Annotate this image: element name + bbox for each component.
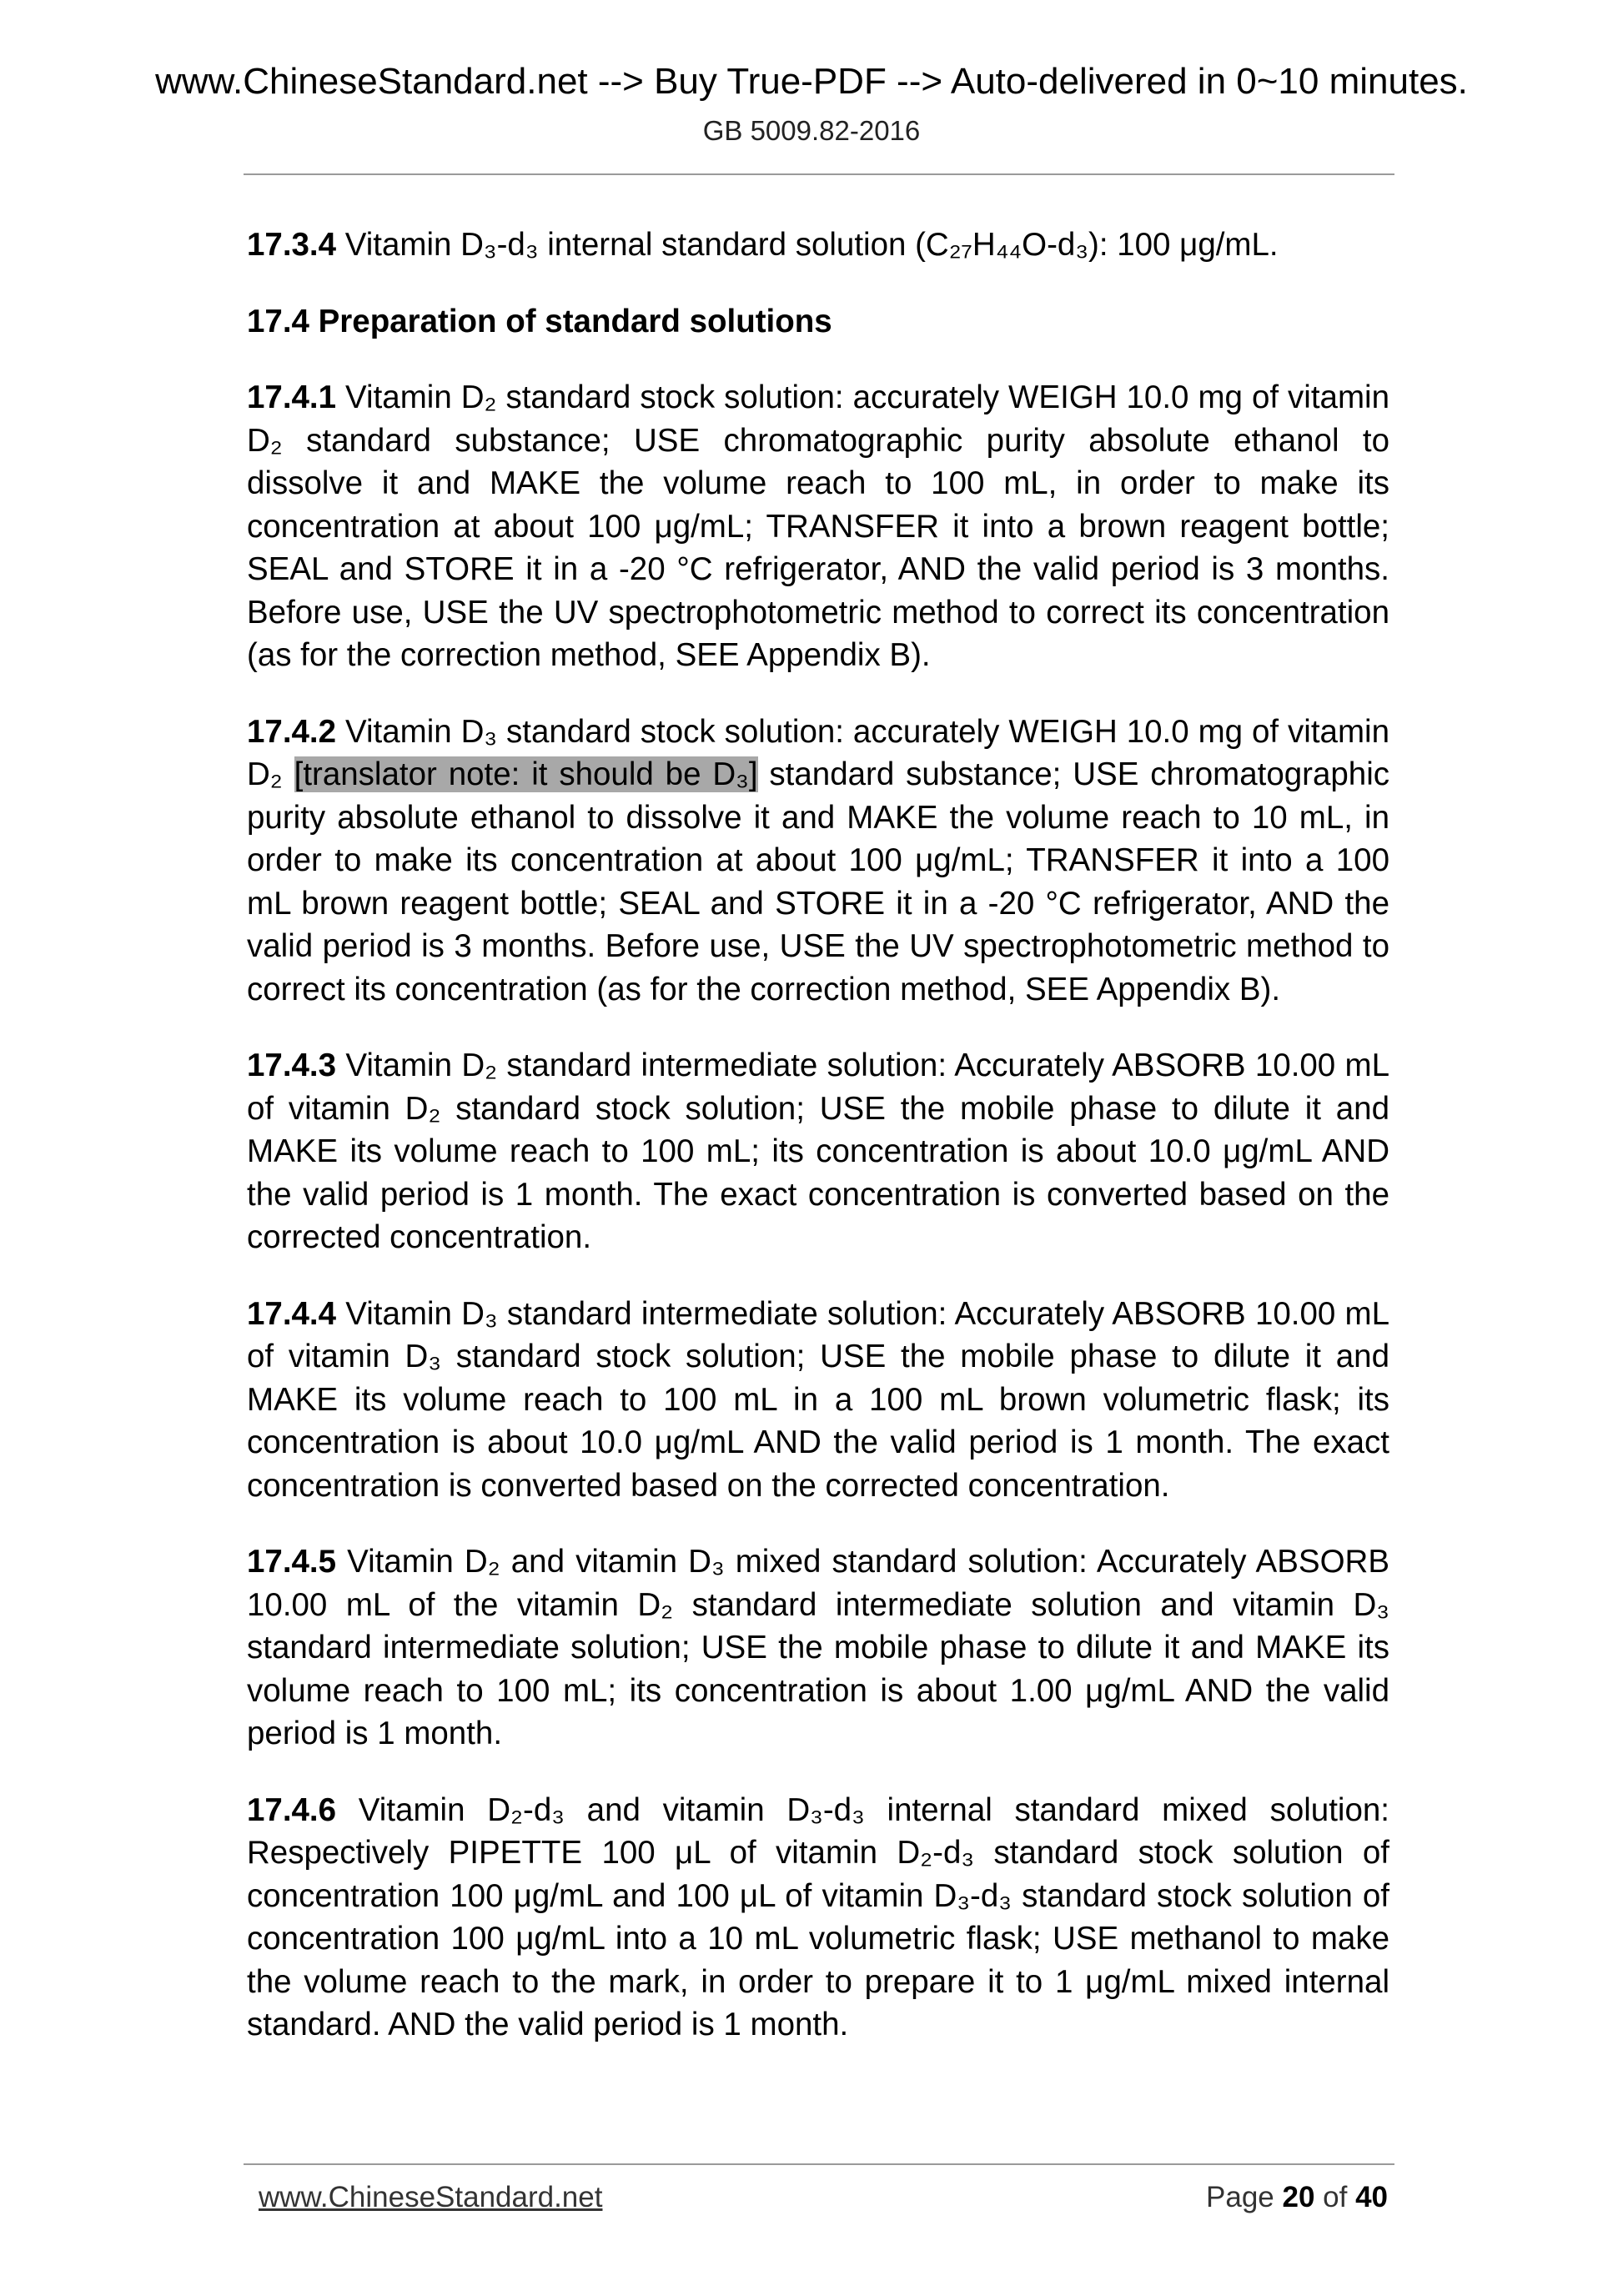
current-page: 20 bbox=[1282, 2181, 1315, 2213]
section-heading-17-4: 17.4 Preparation of standard solutions bbox=[247, 303, 832, 339]
paragraph-17-4-1 bbox=[247, 376, 1389, 677]
clause-number: 17.3.4 bbox=[247, 227, 337, 263]
paragraph-17-4-5 bbox=[247, 1540, 1389, 1756]
paragraph-text: Vitamin D₂ standard stock solution: accurately WEIGH 10.0 mg of vitamin D₂ standard substance; USE chromatographic purity absolute ethanol to dissolve it and MAKE the volume reach to 100 mL, in order to make its concentration at about 100 μg/mL; TRANSFER it into a brown reagent bottle; SEAL and STORE it in a -20 °C refrigerator, AND the valid period is 3 months. Before use, USE the UV spectrophotometric method to correct its concentration (as for the correction method, SEE Appendix B). bbox=[247, 379, 1389, 673]
paragraph-text: Vitamin D₂ and vitamin D₃ mixed standard solution: Accurately ABSORB 10.00 mL of the vitamin D₂ standard intermediate solution and vitamin D₃ standard intermediate solution; USE the mobile phase to dilute it and MAKE its volume reach to 100 mL; its concentration is about 1.00 μg/mL AND the valid period is 1 month. bbox=[247, 1544, 1389, 1751]
paragraph-text: Vitamin D₃ standard stock solution: accurately WEIGH 10.0 mg of vitamin D₂ bbox=[247, 713, 1389, 792]
clause-number: 17.4.2 bbox=[247, 713, 337, 750]
paragraph-text: Vitamin D₃-d₃ internal standard solution (C₂₇H₄₄O-d₃): 100 μg/mL. bbox=[336, 227, 1279, 263]
clause-number: 17.4.3 bbox=[247, 1048, 337, 1083]
total-pages: 40 bbox=[1355, 2181, 1388, 2213]
page-indicator bbox=[1206, 2180, 1388, 2215]
clause-number: 17.4.5 bbox=[247, 1544, 337, 1580]
footer-site-link[interactable]: www.ChineseStandard.net bbox=[259, 2181, 603, 2213]
header-divider bbox=[244, 173, 1394, 175]
paragraph-17-4-2 bbox=[247, 711, 1389, 1012]
footer-divider bbox=[244, 2163, 1394, 2165]
header-banner: www.ChineseStandard.net --> Buy True-PDF --> Auto-delivered in 0~10 minutes. bbox=[155, 61, 1468, 102]
paragraph-text: Vitamin D₂-d₃ and vitamin D₃-d₃ internal standard mixed solution: Respectively PIPETTE 100 μL of vitamin D₂-d₃ standard stock solution of concentration 100 μg/mL and 100 μL of vitamin D₃-d₃ standard stock solution of concentration 100 μg/mL into a 10 mL volumetric flask; USE methanol to make the volume reach to the mark, in order to prepare it to 1 μg/mL mixed internal standard. AND the valid period is 1 month. bbox=[247, 1791, 1389, 2042]
paragraph-17-3-4 bbox=[247, 224, 1389, 267]
paragraph-17-4-3 bbox=[247, 1044, 1389, 1259]
document-body bbox=[247, 224, 1389, 2080]
paragraph-text: Vitamin D₃ standard intermediate solution: Accurately ABSORB 10.00 mL of vitamin D₃ standard stock solution; USE the mobile phase to dilute it and MAKE its volume reach to 100 mL in a 100 mL brown volumetric flask; its concentration is about 10.0 μg/mL AND the valid period is 1 month. The exact concentration is converted based on the corrected concentration. bbox=[247, 1295, 1389, 1504]
clause-number: 17.4.4 bbox=[247, 1295, 337, 1332]
page-prefix: Page bbox=[1206, 2181, 1283, 2213]
translator-note: [translator note: it should be D₃] bbox=[294, 756, 758, 792]
paragraph-text: standard substance; USE chromatographic purity absolute ethanol to dissolve it and MAKE the volume reach to 10 mL, in order to make its concentration at about 100 μg/mL; TRANSFER it into a 100 mL brown reagent bottle; SEAL and STORE it in a -20 °C refrigerator, AND the valid period is 3 months. Before use, USE the UV spectrophotometric method to correct its concentration (as for the correction method, SEE Appendix B). bbox=[247, 756, 1390, 1007]
paragraph-text: Vitamin D₂ standard intermediate solution: Accurately ABSORB 10.00 mL of vitamin D₂ standard stock solution; USE the mobile phase to dilute it and MAKE its volume reach to 100 mL; its concentration is about 10.0 μg/mL AND the valid period is 1 month. The exact concentration is converted based on the corrected concentration. bbox=[247, 1048, 1389, 1255]
clause-number: 17.4.1 bbox=[247, 379, 337, 415]
standard-code: GB 5009.82-2016 bbox=[702, 115, 921, 146]
page-of: of bbox=[1314, 2181, 1356, 2213]
paragraph-17-4-6 bbox=[247, 1789, 1389, 2047]
paragraph-17-4-4 bbox=[247, 1293, 1389, 1508]
clause-number: 17.4.6 bbox=[247, 1791, 337, 1828]
